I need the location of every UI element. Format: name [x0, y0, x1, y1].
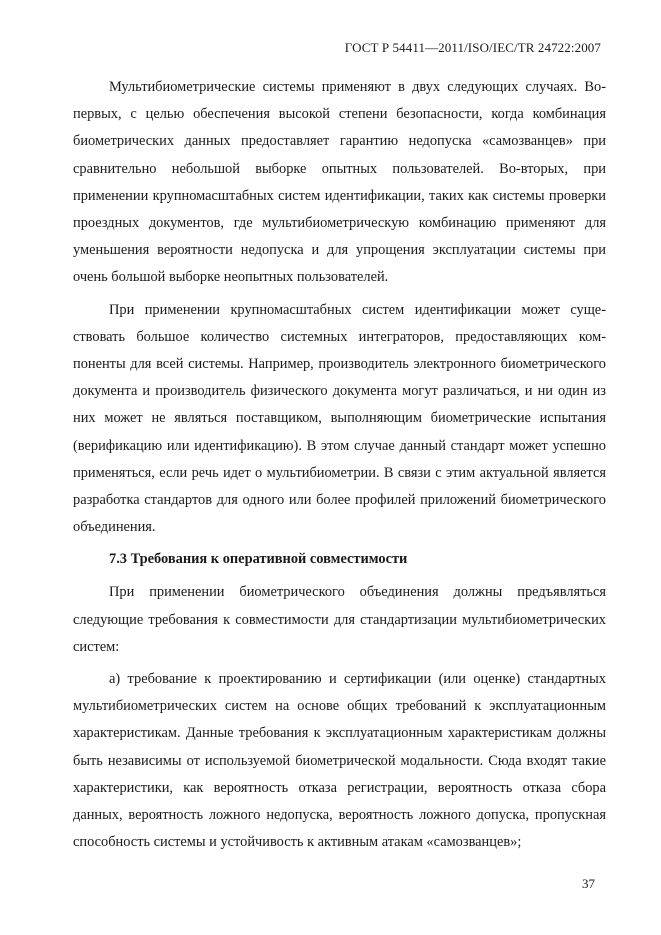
section-heading: 7.3 Требования к оперативной совместимости	[109, 551, 408, 568]
list-item-a: а) требование к проектированию и сертификации (или оценке) стандартных мультибиометрических систем на основе общих требований к эксплуатационным характеристикам. Данные требования к эксплуатационным характеристикам должны быть независимы от используемой биометрической модальности. Сюда входят такие характеристики, как вероятность отказа регистрации, вероятность отказа сбора данных, вероятность ложного недопуска, вероятность ложного допуска, пропускная способность системы и устойчивость к активным атакам «самозванцев»;	[73, 671, 606, 851]
page-number: 37	[582, 876, 595, 891]
paragraph-compatibility-requirements: При применении биометрического объединения должны предъявляться следующие требования к совместимости для стандартизации мультибиометрических систем:	[73, 584, 606, 655]
paragraph-multibiometric-use: Мультибиометрические системы применяют в двух следующих случаях. Во-первых, с целью обеспечения высокой степени безопасности, когда комбинация биометрических данных предоставляет гарантию недопуска «самозванцев» при сравнительно небольшой выборке опытных пользователей. Во-вторых, при применении крупномасштабных систем идентификации, таких как системы проверки проездных документов, где мультибиометрическую комбинацию применяют для уменьшения вероятности недопуска и для упрощения эксплуатации системы при очень большой выборке неопытных пользователей.	[73, 79, 606, 286]
document-header: ГОСТ Р 54411—2011/ISO/IEC/TR 24722:2007	[344, 40, 601, 55]
paragraph-system-integrators: При применении крупномасштабных систем идентификации может существовать большое количество системных интеграторов, предоставляющих компоненты для всей системы. Например, производитель электронного биометрического документа и производитель физического документа могут различаться, и ни один из них может не являться поставщиком, выполняющим биометрические испытания (верификацию или идентификацию). В этом случае данный стандарт может успешно применяться, если речь идет о мультибиометрии. В связи с этим актуальной является разработка стандартов для одного или более профилей приложений биометрического объединения.	[73, 301, 606, 536]
page-content	[73, 74, 606, 861]
